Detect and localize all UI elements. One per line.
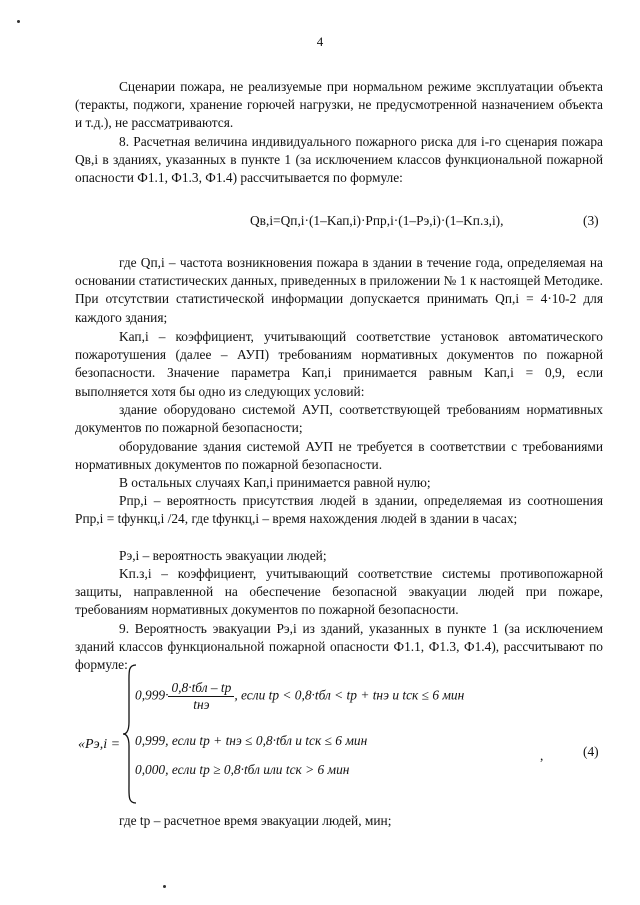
- case-1-condition: , если tр < 0,8·tбл < tр + tнэ и tск ≤ 6 мин: [234, 687, 465, 703]
- paragraph-item-8: 8. Расчетная величина индивидуального пожарного риска для i-го сценария пожара Qв,i в зданиях, указанных в пункте 1 (за исключением классов функциональной пожарной опасности Ф1.1, Ф1.3, Ф1.4) рассчитывается по формуле:: [75, 134, 603, 186]
- formula-4-case-1: [135, 680, 464, 713]
- scan-speck: [17, 20, 20, 23]
- page-number: 4: [316, 34, 324, 49]
- equation-number-3: (3): [583, 213, 599, 228]
- case-1-denominator: tнэ: [193, 697, 210, 712]
- paragraph-kpz-definition: Kп.з,i – коэффициент, учитывающий соответствие системы противопожарной защиты, направленной на обеспечение безопасной эвакуации людей при пожаре, требованиям нормативных документов по пожарной безопасности.: [75, 566, 603, 618]
- formula-4-lhs: «Pэ,i =: [78, 737, 121, 752]
- paragraph-other-cases: В остальных случаях Kап,i принимается равной нулю;: [119, 475, 431, 490]
- paragraph-condition-2: оборудование здания системой АУП не требуется в соответствии с требованиями нормативных документов по пожарной безопасности.: [75, 439, 603, 473]
- formula-4-case-2: 0,999, если tр + tнэ ≤ 0,8·tбл и tск ≤ 6 мин: [135, 733, 368, 748]
- case-1-numerator: 0,8·tбл – tр: [168, 680, 234, 697]
- scan-speck: [163, 885, 166, 888]
- paragraph-pe-definition: Pэ,i – вероятность эвакуации людей;: [119, 548, 327, 563]
- case-1-fraction: [168, 680, 234, 713]
- paragraph-item-9: 9. Вероятность эвакуации Pэ,i из зданий, указанных в пункте 1 (за исключением зданий классов функциональной пожарной опасности Ф1.1, Ф1.3, Ф1.4), рассчитывают по формуле:: [75, 621, 603, 673]
- paragraph-kap-definition: Kап,i – коэффициент, учитывающий соответствие установок автоматического пожаротушения (далее – АУП) требованиям нормативных документов по пожарной безопасности. Значение параметра Kап,i принимается равным Kап,i = 0,9, если выполняется хотя бы одно из следующих условий:: [75, 329, 603, 399]
- formula-4-comma: ,: [540, 748, 544, 763]
- paragraph-scenarios: Сценарии пожара, не реализуемые при нормальном режиме эксплуатации объекта (теракты, поджоги, хранение горючей нагрузки, не предусмотренной назначением объекта и т.д.), не рассматриваются.: [75, 79, 603, 131]
- paragraph-condition-1: здание оборудовано системой АУП, соответствующей требованиям нормативных документов по пожарной безопасности;: [75, 402, 603, 436]
- formula-3: Qв,i=Qп,i·(1–Kап,i)·Pпр,i·(1–Pэ,i)·(1–Kп.з,i),: [250, 213, 504, 228]
- case-1-coefficient: 0,999·: [135, 687, 169, 703]
- paragraph-ppr-definition: Pпр,i – вероятность присутствия людей в здании, определяемая из соотношения Pпр,i = tфункц,i /24, где tфункц,i – время нахождения людей в здании в часах;: [75, 493, 603, 527]
- paragraph-qpi-definition: где Qп,i – частота возникновения пожара в здании в течение года, определяемая на основании статистических данных, приведенных в приложении № 1 к настоящей Методике. При отсутствии статистической информации допускается принимать Qп,i = 4·10-2 для каждого здания;: [75, 255, 603, 325]
- paragraph-tr-definition: где tр – расчетное время эвакуации людей, мин;: [119, 813, 392, 828]
- formula-4-case-3: 0,000, если tр ≥ 0,8·tбл или tск > 6 мин: [135, 762, 350, 777]
- equation-number-4: (4): [583, 744, 599, 759]
